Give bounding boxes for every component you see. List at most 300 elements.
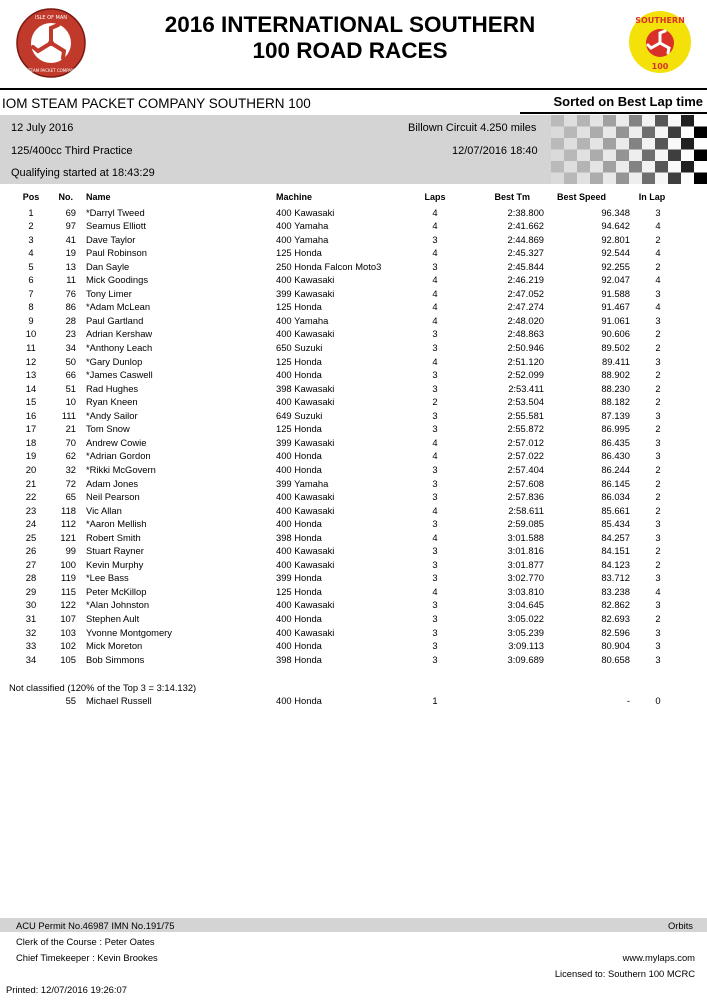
table-row (0, 544, 707, 558)
best-speed-cell: 89.502 (601, 342, 630, 353)
best-time-cell: 3:05.239 (507, 626, 544, 638)
sort-underline (520, 112, 707, 114)
website-text: www.mylaps.com (622, 952, 695, 963)
table-row (0, 314, 707, 328)
best-speed-cell: 90.606 (601, 328, 630, 340)
flag-square (590, 115, 603, 127)
in-lap-cell: 3 (655, 599, 661, 611)
col-laps: Laps (424, 192, 446, 202)
pos-cell: 23 (25, 504, 37, 516)
flag-square (551, 150, 564, 162)
table-row (0, 368, 707, 382)
machine-cell: 400 Kawasaki (276, 491, 335, 503)
rider-name-cell: Vic Allan (86, 504, 122, 516)
col-best-tm: Best Tm (494, 192, 530, 202)
pos-cell: 28 (25, 572, 37, 584)
licensed-text: Licensed to: Southern 100 MCRC (554, 968, 695, 979)
flag-square (590, 161, 603, 173)
car-number-cell: 55 (65, 695, 76, 706)
best-time-cell: 3:02.770 (507, 572, 544, 584)
pos-cell: 4 (28, 247, 34, 259)
best-time-cell: 3:01.588 (507, 531, 544, 543)
in-lap-cell: 2 (655, 491, 661, 503)
machine-cell: 399 Yamaha (276, 477, 329, 489)
flag-square (577, 173, 590, 185)
flag-square (655, 161, 668, 173)
car-number-cell: 97 (65, 220, 76, 232)
best-time-cell: 2:55.581 (507, 409, 544, 421)
car-number-cell: 65 (65, 491, 76, 503)
in-lap-cell: 2 (655, 558, 661, 570)
machine-cell: 400 Kawasaki (276, 558, 335, 570)
best-time-cell: 2:46.219 (507, 274, 544, 286)
laps-cell: 3 (432, 518, 438, 530)
best-speed-cell: 80.904 (601, 640, 630, 652)
pos-cell: 15 (25, 396, 37, 408)
car-number-cell: 115 (61, 585, 76, 597)
machine-cell: 400 Yamaha (276, 233, 329, 245)
session-datetime: 12/07/2016 18:40 (452, 145, 538, 157)
car-number-cell: 103 (60, 626, 76, 638)
machine-cell: 400 Honda (276, 369, 322, 381)
flag-square (694, 161, 707, 173)
in-lap-cell: 2 (655, 613, 661, 624)
flag-square (590, 127, 603, 139)
car-number-cell: 105 (60, 653, 76, 665)
machine-cell: 400 Honda (276, 450, 322, 462)
in-lap-cell: 3 (655, 206, 661, 218)
rider-name-cell: *Gary Dunlop (86, 355, 143, 367)
table-row (0, 300, 707, 314)
laps-cell: 3 (432, 613, 438, 624)
machine-cell: 650 Suzuki (276, 342, 323, 353)
best-speed-cell: 91.061 (601, 314, 630, 326)
laps-cell: 3 (432, 463, 438, 475)
pos-cell: 7 (28, 287, 34, 299)
best-speed-cell: 82.596 (601, 626, 630, 638)
flag-square (629, 173, 642, 185)
flag-square (629, 127, 642, 139)
machine-cell: 125 Honda (276, 585, 322, 597)
table-row (0, 694, 707, 708)
flag-square (629, 138, 642, 150)
laps-cell: 4 (432, 436, 438, 448)
flag-square (603, 161, 616, 173)
best-speed-cell: 92.047 (601, 274, 630, 286)
table-row (0, 598, 707, 612)
table-row (0, 341, 707, 355)
rider-name-cell: Seamus Elliott (86, 220, 146, 232)
flag-square (642, 150, 655, 162)
flag-square (642, 127, 655, 139)
in-lap-cell: 3 (655, 640, 661, 652)
rider-name-cell: Paul Gartland (86, 314, 144, 326)
best-speed-cell: 86.995 (601, 423, 630, 435)
laps-cell: 4 (432, 301, 438, 313)
machine-cell: 400 Yamaha (276, 220, 329, 232)
table-row (0, 273, 707, 287)
best-speed-cell: 92.544 (601, 247, 630, 259)
flag-square (655, 127, 668, 139)
in-lap-cell: 2 (655, 233, 661, 245)
pos-cell: 25 (25, 531, 37, 543)
flag-square (590, 138, 603, 150)
laps-cell: 4 (432, 206, 438, 218)
flag-square (642, 138, 655, 150)
in-lap-cell: 3 (655, 314, 661, 326)
machine-cell: 400 Kawasaki (276, 545, 335, 557)
flag-square (681, 173, 694, 185)
page-title (100, 12, 600, 64)
table-row (0, 395, 707, 409)
flag-square (564, 173, 577, 185)
best-time-cell: 2:45.844 (507, 260, 544, 272)
machine-cell: 250 Honda Falcon Moto3 (276, 260, 382, 272)
rider-name-cell: *Rikki McGovern (86, 463, 156, 475)
best-time-cell: 2:38.800 (507, 206, 544, 218)
best-time-cell: 2:57.608 (507, 477, 544, 489)
pos-cell: 31 (25, 613, 37, 624)
laps-cell: 4 (432, 450, 438, 462)
car-number-cell: 100 (60, 558, 76, 570)
machine-cell: 400 Kawasaki (276, 274, 335, 286)
machine-cell: 398 Honda (276, 531, 322, 543)
flag-square (655, 173, 668, 185)
rider-name-cell: Dave Taylor (86, 233, 136, 245)
best-time-cell: 3:09.689 (507, 653, 544, 665)
rider-name-cell: Mick Goodings (86, 274, 149, 286)
best-time-cell: 2:59.085 (507, 518, 544, 530)
laps-cell: 3 (432, 409, 438, 421)
laps-cell: 4 (432, 504, 438, 516)
in-lap-cell: 2 (655, 463, 661, 475)
best-speed-cell: 86.034 (601, 491, 630, 503)
flag-square (577, 127, 590, 139)
rider-name-cell: *Lee Bass (86, 572, 129, 584)
pos-cell: 8 (28, 301, 34, 313)
in-lap-cell: 3 (655, 355, 661, 367)
flag-square (629, 115, 642, 127)
flag-square (551, 173, 564, 185)
in-lap-cell: 3 (655, 572, 661, 584)
car-number-cell: 72 (65, 477, 76, 489)
table-row (0, 355, 707, 369)
table-row (0, 477, 707, 491)
timekeeper-text: Chief Timekeeper : Kevin Brookes (16, 952, 158, 963)
table-row (0, 206, 707, 220)
best-time-cell: 2:44.869 (507, 233, 544, 245)
car-number-cell: 62 (65, 450, 76, 462)
car-number-cell: 23 (65, 328, 76, 340)
in-lap-cell: 3 (655, 653, 661, 665)
machine-cell: 125 Honda (276, 423, 322, 435)
laps-cell: 4 (432, 274, 438, 286)
flag-square (616, 150, 629, 162)
pos-cell: 19 (25, 450, 37, 462)
car-number-cell: 50 (65, 355, 76, 367)
table-row (0, 287, 707, 301)
rider-name-cell: Tom Snow (86, 423, 130, 435)
orbits-text: Orbits (667, 920, 693, 931)
best-time-cell: 2:48.020 (507, 314, 544, 326)
table-row (0, 558, 707, 572)
left-logo-bottom-text: STEAM PACKET COMPANY (25, 68, 77, 73)
best-time-cell: 3:01.877 (507, 558, 544, 570)
laps-cell: 3 (432, 328, 438, 340)
flag-square (655, 150, 668, 162)
best-time-cell: 2:57.022 (507, 450, 544, 462)
pos-cell: 33 (25, 640, 37, 652)
pos-cell: 24 (25, 518, 37, 530)
best-time-cell: 2:53.411 (508, 382, 544, 394)
best-time-cell: 2:51.120 (507, 355, 544, 367)
best-speed-cell: 86.145 (601, 477, 630, 489)
flag-square (564, 127, 577, 139)
in-lap-cell: 3 (655, 450, 661, 462)
rider-name-cell: Adrian Kershaw (86, 328, 153, 340)
laps-cell: 1 (432, 695, 438, 706)
laps-cell: 4 (432, 585, 438, 597)
car-number-cell: 118 (61, 504, 76, 516)
rider-name-cell: Dan Sayle (86, 260, 130, 272)
flag-square (577, 161, 590, 173)
rider-name-cell: Stephen Ault (86, 613, 140, 624)
machine-cell: 125 Honda (276, 247, 322, 259)
col-best-speed: Best Speed (556, 192, 606, 202)
in-lap-cell: 3 (655, 409, 661, 421)
car-number-cell: 13 (65, 260, 76, 272)
rider-name-cell: Ryan Kneen (86, 396, 138, 408)
flag-square (577, 115, 590, 127)
best-speed-cell: 94.642 (601, 220, 630, 232)
flag-square (655, 115, 668, 127)
car-number-cell: 76 (65, 287, 76, 299)
table-row (0, 585, 707, 599)
best-speed-cell: 86.430 (601, 450, 630, 462)
car-number-cell: 41 (65, 233, 76, 245)
car-number-cell: 21 (65, 423, 76, 435)
rider-name-cell: *Adam McLean (86, 301, 151, 313)
rider-name-cell: Robert Smith (86, 531, 141, 543)
laps-cell: 3 (432, 558, 438, 570)
machine-cell: 125 Honda (276, 355, 322, 367)
in-lap-cell: 4 (655, 301, 661, 313)
machine-cell: 400 Kawasaki (276, 599, 335, 611)
car-number-cell: 10 (65, 396, 76, 408)
best-time-cell: 2:57.012 (507, 436, 544, 448)
laps-cell: 4 (432, 287, 438, 299)
right-logo-bottom-text: 100 (651, 62, 669, 71)
flag-square (564, 161, 577, 173)
machine-cell: 400 Kawasaki (276, 396, 335, 408)
right-logo-top-text: SOUTHERN (635, 16, 685, 25)
flag-square (668, 161, 681, 173)
flag-square (603, 173, 616, 185)
pos-cell: 30 (25, 599, 37, 611)
rider-name-cell: Yvonne Montgomery (86, 626, 172, 638)
flag-square (694, 115, 707, 127)
best-speed-cell: 83.238 (601, 585, 630, 597)
best-speed-cell: 87.139 (601, 409, 630, 421)
car-number-cell: 122 (60, 599, 76, 611)
flag-square (616, 173, 629, 185)
car-number-cell: 66 (65, 369, 76, 381)
best-speed-cell: 88.230 (601, 382, 630, 394)
rider-name-cell: Paul Robinson (86, 247, 147, 259)
best-time-cell: 2:41.662 (507, 220, 544, 232)
in-lap-cell: 2 (655, 342, 661, 353)
car-number-cell: 119 (61, 572, 76, 584)
flag-square (694, 138, 707, 150)
in-lap-cell: 2 (655, 423, 661, 435)
machine-cell: 400 Kawasaki (276, 504, 335, 516)
laps-cell: 4 (432, 314, 438, 326)
col-in-lap: In Lap (638, 192, 666, 202)
laps-cell: 4 (432, 531, 438, 543)
in-lap-cell: 2 (655, 396, 661, 408)
car-number-cell: 111 (61, 409, 76, 421)
flag-square (694, 127, 707, 139)
best-time-cell: 2:57.404 (507, 463, 544, 475)
machine-cell: 399 Kawasaki (276, 436, 335, 448)
car-number-cell: 107 (60, 613, 76, 624)
laps-cell: 3 (432, 545, 438, 557)
flag-square (551, 161, 564, 173)
car-number-cell: 32 (65, 463, 76, 475)
in-lap-cell: 0 (655, 695, 661, 706)
best-speed-cell: 82.693 (601, 613, 630, 624)
pos-cell: 22 (25, 491, 37, 503)
not-classified-label: Not classified (120% of the Top 3 = 3:14.132) (9, 682, 197, 693)
event-name: IOM STEAM PACKET COMPANY SOUTHERN 100 (2, 96, 311, 111)
pos-cell: 1 (28, 206, 34, 218)
rider-name-cell: Bob Simmons (86, 653, 145, 665)
flag-square (551, 115, 564, 127)
left-logo-top-text: ISLE OF MAN (34, 15, 68, 21)
best-time-cell: 2:48.863 (507, 328, 544, 340)
car-number-cell: 70 (65, 436, 76, 448)
rider-name-cell: Andrew Cowie (86, 436, 147, 448)
flag-square (564, 115, 577, 127)
col-machine: Machine (276, 192, 313, 202)
best-speed-cell: 84.151 (601, 545, 630, 557)
circuit-name: Billown Circuit 4.250 miles (408, 122, 537, 134)
table-row (0, 490, 707, 504)
rider-name-cell: *Darryl Tweed (86, 206, 145, 218)
rider-name-cell: *Adrian Gordon (86, 450, 151, 462)
best-speed-cell: 89.411 (602, 355, 630, 367)
rider-name-cell: *James Caswell (86, 369, 153, 381)
table-row (0, 327, 707, 341)
flag-square (668, 173, 681, 185)
in-lap-cell: 2 (655, 369, 661, 381)
in-lap-cell: 3 (655, 531, 661, 543)
pos-cell: 34 (25, 653, 37, 665)
table-row (0, 382, 707, 396)
in-lap-cell: 2 (655, 382, 661, 394)
best-speed-cell: 85.434 (601, 518, 630, 530)
flag-square (577, 150, 590, 162)
in-lap-cell: 3 (655, 436, 661, 448)
laps-cell: 4 (432, 220, 438, 232)
in-lap-cell: 4 (655, 247, 661, 259)
best-time-cell: 3:04.645 (507, 599, 544, 611)
best-time-cell: 2:47.052 (507, 287, 544, 299)
table-row (0, 571, 707, 585)
table-row (0, 504, 707, 518)
in-lap-cell: 2 (655, 477, 661, 489)
pos-cell: 9 (28, 314, 34, 326)
flag-square (577, 138, 590, 150)
flag-square (590, 150, 603, 162)
clerk-text: Clerk of the Course : Peter Oates (16, 936, 155, 947)
laps-cell: 3 (432, 477, 438, 489)
flag-square (603, 115, 616, 127)
pos-cell: 27 (25, 558, 37, 570)
flag-square (668, 138, 681, 150)
pos-cell: 16 (25, 409, 37, 421)
car-number-cell: 86 (65, 301, 76, 313)
pos-cell: 18 (25, 436, 37, 448)
table-row (0, 436, 707, 450)
best-speed-cell: 96.348 (601, 206, 630, 218)
table-row (0, 449, 707, 463)
best-time-cell: 2:52.099 (507, 369, 544, 381)
flag-square (642, 173, 655, 185)
pos-cell: 17 (25, 423, 37, 435)
session-name: 125/400cc Third Practice (11, 145, 133, 157)
machine-cell: 400 Honda (276, 695, 322, 706)
table-row (0, 626, 707, 640)
table-row (0, 246, 707, 260)
laps-cell: 3 (432, 342, 438, 353)
flag-square (603, 127, 616, 139)
flag-square (668, 150, 681, 162)
laps-cell: 3 (432, 491, 438, 503)
pos-cell: 14 (25, 382, 37, 394)
flag-square (564, 138, 577, 150)
machine-cell: 400 Kawasaki (276, 328, 335, 340)
car-number-cell: 99 (65, 545, 76, 557)
best-time-cell: 2:53.504 (507, 396, 544, 408)
in-lap-cell: 4 (655, 274, 661, 286)
best-time-cell: 2:58.611 (508, 504, 544, 516)
pos-cell: 29 (25, 585, 37, 597)
flag-square (551, 138, 564, 150)
rider-name-cell: Michael Russell (86, 695, 152, 706)
best-speed-cell: 92.801 (601, 233, 630, 245)
machine-cell: 400 Honda (276, 463, 322, 475)
table-row (0, 639, 707, 653)
machine-cell: 649 Suzuki (276, 409, 323, 421)
laps-cell: 3 (432, 423, 438, 435)
flag-square (668, 115, 681, 127)
flag-square (564, 150, 577, 162)
in-lap-cell: 4 (655, 585, 661, 597)
best-speed-cell: 85.661 (601, 504, 630, 516)
top-rule (0, 88, 707, 90)
rider-name-cell: Neil Pearson (86, 491, 140, 503)
rider-name-cell: Kevin Murphy (86, 558, 144, 570)
machine-cell: 398 Honda (276, 653, 322, 665)
machine-cell: 400 Kawasaki (276, 626, 335, 638)
car-number-cell: 112 (61, 518, 76, 530)
best-speed-cell: 80.658 (601, 653, 630, 665)
pos-cell: 32 (25, 626, 37, 638)
machine-cell: 398 Kawasaki (276, 382, 335, 394)
rider-name-cell: *Aaron Mellish (86, 518, 147, 530)
car-number-cell: 19 (65, 247, 76, 259)
